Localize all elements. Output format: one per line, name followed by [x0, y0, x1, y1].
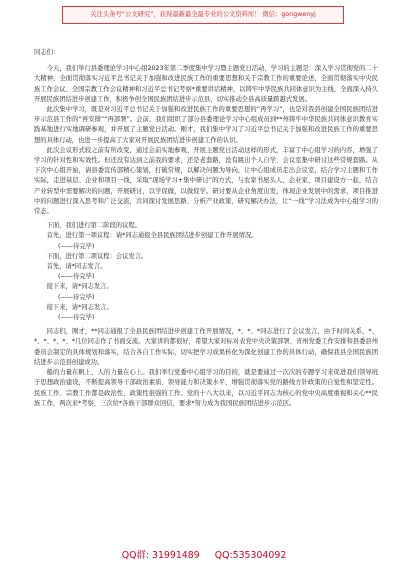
agenda-line: 首先，进行第一项议程：请*同志通报全县民族团结进步创建工作开展情况。 [46, 232, 258, 240]
agenda-line: 下面，我们进行第二阶段的议程。 [46, 222, 142, 230]
closing-paragraph: 同志们，刚才，**同志通报了全县民族团结进步创建工作开展情况，*、*、*同志进行了会议发言，由于时间关系，*、*、*、*、*、*几位同志作了书面交流。大家讲的都很好，希望大家对标对表党中央决策部署、省州党委工作安排和县委县州委员会制定的具体规划和落实，结合各自工作实际，切实把学习成果转化为深化创建工作的具体行动，确保我县全国民族团结进步示范县创建成功。 [34, 328, 378, 366]
promo-banner: 关注头条号“公文研究”，获得最新最全最专业的公文资料库！ 微信：gongwenyj [62, 6, 344, 24]
agenda-note: (——待完毕) [58, 273, 95, 281]
agenda-line: 接下来，请*同志发言。 [46, 303, 113, 311]
qq-group-text: QQ群: 31991489 [121, 550, 200, 561]
footer-contact [0, 548, 408, 564]
agenda-line: 下面，进行第二项议程：会议发言。 [46, 252, 148, 260]
greeting: 同志们： [34, 49, 60, 56]
qq-text: QQ:535304092 [214, 550, 287, 561]
agenda-note: (——待完毕) [58, 242, 95, 250]
agenda-note: (——待完毕) [58, 314, 95, 322]
paragraph: 此次集中学习，既是对习近平总书记关于加强和改进民族工作的重要思想的“再学习”，也是对我县创建全国民族团结进步示范县工作的“再安排”“再部署”。会前，我们组织了部分县委理论学习中心组成员到**州铸牢中华民族共同体意识教育实践基地进行实地调研参观，并开展了主题党日活动。刚才，我们集中学习了习近平总书记关于加强和改进民族工作的重要思想的具体行动，也进一步提高了大家对开展民族团结进步创建工作的认识。 [34, 106, 378, 144]
agenda-line: 首先，请*同志发言。 [46, 263, 107, 271]
paragraph: 此次会议形式较之前有所改变，通过会前实地参观、开展主题党日活动这样的形式，丰富了中心组学习的内容，增强了学习的针对性和实效性。但还没有达到之前我的要求，还是老套路，没有跳出个人自学、会议室集中研讨这些常规套路。从下次中心组开始，请县委宣传部精心策划，打破常规，以解决问题为导向，让中心组成员走出会议室，结合学习主题和工作实际，走进基层、企业和项目一线，采取“现场学习+集中研讨”的方式，与农家书屋头人、企业家、项目建设方一起，结合产业转型中需要解决的问题，开展研讨，以学促做，以做促学。研讨要从企业角度出发，体现企业发展中的需求，项目推进中的问题进行深入思考和广泛交流，共同探讨发展思路、分析产业政策，研究解决办法，让“一线”学习法成为中心组学习的常态。 [34, 146, 378, 216]
agenda-note: (——待完毕) [58, 293, 95, 301]
agenda-line: 接下来，请*同志发言。 [46, 283, 113, 291]
document-body [34, 48, 378, 546]
closing-paragraph: 船的力量在帆上，人的力量在心上。我们举行党委中心组学习的目的，就是要通过一次次的专题学习来促进我们领导班子思想政治建设，不断提高领导干部政治素质、领导能力和决策水平，增强贯彻落实党的路线方针政策的自觉性和坚定性。民族工作、宗教工作都是政治性、政策性很强的工作。党的十八大以来，以习近平同志为核心的党中央高度重视和关心**民族工作，两次来*考察，三次给*各族干部群众回信，要求*努力成为我国民族团结进步示范区。 [34, 369, 378, 407]
paragraph: 今天，我们举行县委理论学习中心组2023年第二季度集中学习暨主题党日活动，学习的主题是：深入学习贯彻党的二十大精神，全面贯彻落实习近平总书记关于加强和改进民族工作的重要思想和关于宗教工作的重要论述，全面贯彻落实中央民族工作会议、全国宗教工作会议精神和习近平总书记考察*重要讲话精神，以铸牢中华民族共同体意识为主线，全面深入持久开展民族团结进步创建工作，积极争创全国民族团结进步示范县，切实推动全县高质量跨越式发展。 [34, 65, 378, 103]
